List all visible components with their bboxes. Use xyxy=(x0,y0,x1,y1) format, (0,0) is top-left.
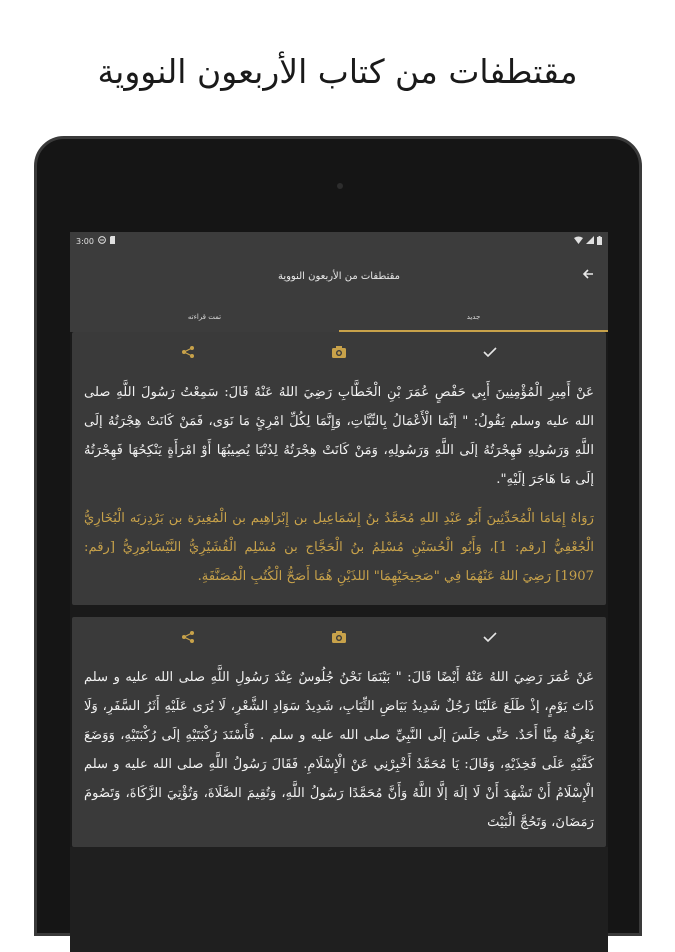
share-icon[interactable] xyxy=(178,627,198,647)
hadith-text: عَنْ عُمَرَ رَضِيَ اللهُ عَنْهُ أَيْضًا قَالَ: " بَيْنَمَا نَحْنُ جُلُوسٌ عِنْدَ رَسُولِ اللَّهِ صلى الله عليه و سلم ذَاتَ يَوْمٍ، إذْ طَلَعَ عَلَيْنَا رَجُلٌ شَدِيدُ بَيَاضِ الثِّيَابِ، شَدِيدُ سَوَادِ الشَّعْرِ، لَا يُرَى عَلَيْهِ أَثَرُ السَّفَرِ، وَلَا يَعْرِفُهُ مِنَّا أَحَدٌ. حَتَّى جَلَسَ إلَى النَّبِيِّ صلى الله عليه و سلم . فَأَسْنَدَ رُكْبَتَيْهِ إلَى رُكْبَتَيْهِ، وَوَضَعَ كَفَّيْهِ عَلَى فَخِذَيْهِ، وَقَالَ: يَا مُحَمَّدُ أَخْبِرْنِي عَنْ الْإِسْلَامِ. فَقَالَ رَسُولُ اللَّهِ صلى الله عليه و سلم الْإِسْلَامُ أَنْ تَشْهَدَ أَنْ لَا إلَهَ إلَّا اللَّهُ وَأَنَّ مُحَمَّدًا رَسُولُ اللَّهِ، وَتُقِيمَ الصَّلَاةَ، وَتُؤْتِيَ الزَّكَاةَ، وَتَصُومَ رَمَضَانَ، وَتَحُجَّ الْبَيْتَ xyxy=(84,670,594,830)
back-arrow-icon[interactable] xyxy=(580,268,596,284)
card-actions xyxy=(72,617,606,657)
card-actions xyxy=(72,332,606,372)
app-bar xyxy=(70,250,608,302)
wifi-icon xyxy=(574,236,583,246)
hadith-text: عَنْ أَمِيرِ الْمُؤْمِنِينَ أَبِي حَفْصٍ عُمَرَ بْنِ الْخَطَّابِ رَضِيَ اللهُ عَنْهُ قَالَ: سَمِعْتُ رَسُولَ اللَّهِ صلى الله عليه وسلم يَقُولُ: " إنَّمَا الْأَعْمَالُ بِالنِّيَّاتِ، وَإِنَّمَا لِكُلِّ امْرِئٍ مَا نَوَى، فَمَنْ كَانَتْ هِجْرَتُهُ إلَى اللَّهِ وَرَسُولِهِ فَهِجْرَتُهُ إلَى اللَّهِ وَرَسُولِهِ، وَمَنْ كَانَتْ هِجْرَتُهُ لِدُنْيَا يُصِيبُهَا أَوْ امْرَأَةٍ يَنْكِحُهَا فَهِجْرَتُهُ إلَى مَا هَاجَرَ إلَيْهِ". xyxy=(84,385,594,487)
camera-dot xyxy=(337,183,343,189)
signal-icon xyxy=(586,236,594,246)
banner-title: مقتطفات من كتاب الأربعون النووية xyxy=(97,52,578,91)
tab-new-label: جديد xyxy=(466,313,481,321)
tab-read[interactable] xyxy=(70,302,339,332)
camera-icon[interactable] xyxy=(329,342,349,362)
tab-new[interactable] xyxy=(339,302,608,332)
hadith-card xyxy=(72,332,606,605)
hadith-narration: رَوَاهُ إِمَامَا الْمُحَدِّثِينَ أَبُو عَبْدِ اللهِ مُحَمَّدُ بنُ إِسْمَاعِيل بن إِبْرَاهِيم بن الْمُغِيرَة بن بَرْدِزبَه الْبُخَارِيُّ الْجُعْفِيُّ [رقم: 1]، وَأَبُو الْحُسَيْنِ مُسْلِمُ بنُ الْحَجَّاج بن مُسْلِم الْقُشَيْرِيُّ النَّيْسَابُورِيُّ [رقم: 1907] رَضِيَ اللهُ عَنْهُمَا فِي "صَحِيحَيْهِمَا" اللذَيْنِ هُمَا أَصَحُّ الْكُتُبِ الْمُصَنَّفَةِ. xyxy=(84,511,594,584)
battery-icon xyxy=(597,236,602,247)
app-title: مقتطفات من الأربعون النووية xyxy=(277,270,401,282)
status-bar xyxy=(70,232,608,250)
hadith-card xyxy=(72,617,606,847)
tablet-frame xyxy=(34,136,642,936)
app-screen xyxy=(70,232,608,952)
check-icon[interactable] xyxy=(480,342,500,362)
do-not-disturb-icon xyxy=(98,236,106,246)
hadith-list xyxy=(70,332,608,847)
sd-card-icon xyxy=(110,236,116,246)
camera-icon[interactable] xyxy=(329,627,349,647)
tab-read-label: تمت قراءته xyxy=(187,313,222,321)
check-icon[interactable] xyxy=(480,627,500,647)
status-time: 3:00 xyxy=(76,236,94,246)
share-icon[interactable] xyxy=(178,342,198,362)
tab-bar xyxy=(70,302,608,332)
